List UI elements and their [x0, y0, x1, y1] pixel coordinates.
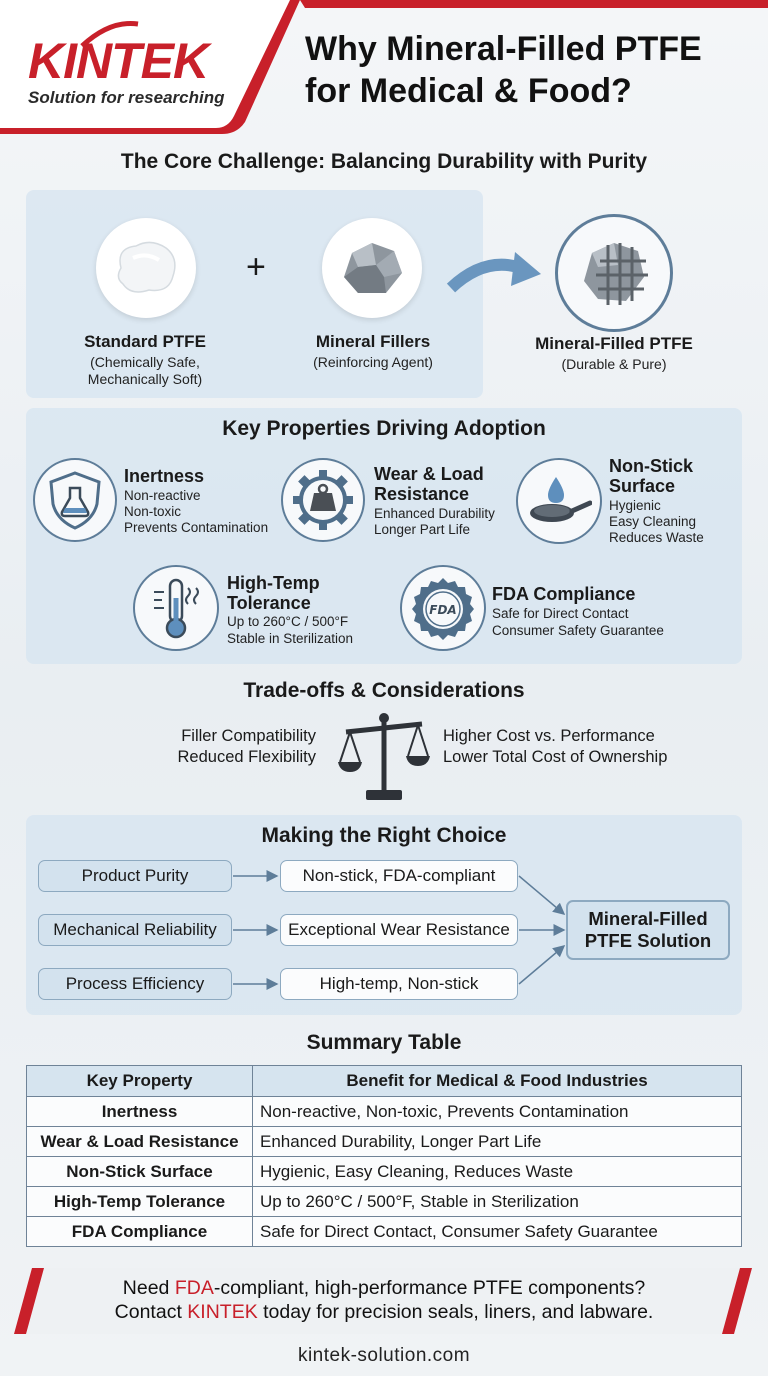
inertness-line3: Prevents Contamination: [124, 520, 269, 535]
frying-pan-icon: [526, 473, 592, 529]
hightemp-title2: Tolerance: [227, 593, 311, 613]
logo-tagline: Solution for researching: [28, 88, 225, 107]
inertness-line2: Non-toxic: [124, 504, 182, 519]
hightemp-title1: High-Temp: [227, 573, 320, 593]
cell-benefit: Safe for Direct Contact, Consumer Safety Guarantee: [253, 1217, 742, 1247]
ptfe-blob-icon: [111, 238, 181, 298]
wear-title2: Resistance: [374, 484, 470, 504]
col-header-benefit: Benefit for Medical & Food Industries: [253, 1066, 742, 1097]
reinforced-ptfe-icon: [574, 235, 654, 311]
fda-seal-icon: [410, 575, 476, 641]
summary-table: [26, 1065, 742, 1247]
benefit-wear-resistance: Exceptional Wear Resistance: [280, 914, 518, 946]
cell-benefit: Non-reactive, Non-toxic, Prevents Contamination: [253, 1097, 742, 1127]
shield-flask-icon: [47, 470, 103, 530]
mineral-circle: [322, 218, 422, 318]
fda-line2: Consumer Safety Guarantee: [492, 623, 664, 638]
hightemp-circle: [133, 565, 219, 651]
need-product-purity: Product Purity: [38, 860, 232, 892]
result-circle: [555, 214, 673, 332]
wear-line2: Longer Part Life: [374, 522, 471, 537]
table-row: [27, 1127, 742, 1157]
inertness-title: Inertness: [124, 466, 205, 486]
cell-benefit: Enhanced Durability, Longer Part Life: [253, 1127, 742, 1157]
wear-title1: Wear & Load: [374, 464, 484, 484]
nonstick-title2: Surface: [609, 476, 676, 496]
table-row: [27, 1217, 742, 1247]
properties-heading: Key Properties Driving Adoption: [222, 417, 546, 440]
core-heading: The Core Challenge: Balancing Durability with Purity: [120, 150, 648, 173]
mineral-sub1: (Reinforcing Agent): [313, 354, 433, 370]
summary-table-wrap: [26, 1065, 742, 1247]
summary-heading: Summary Table: [306, 1031, 462, 1054]
col-header-property: Key Property: [27, 1066, 253, 1097]
nonstick-title1: Non-Stick: [609, 456, 694, 476]
fda-title: FDA Compliance: [492, 584, 636, 604]
table-row: [27, 1187, 742, 1217]
tradeoff-left1: Filler Compatibility: [181, 727, 316, 745]
logo: KINTEK: [28, 33, 209, 89]
thermometer-icon: [146, 576, 206, 640]
tradeoff-left2: Reduced Flexibility: [177, 748, 316, 766]
mineral-title: Mineral Fillers: [315, 332, 431, 351]
benefit-nonstick-fda: Non-stick, FDA-compliant: [280, 860, 518, 892]
arrow-right-icon: [445, 244, 545, 300]
inertness-circle: [33, 458, 117, 542]
need-process-efficiency: Process Efficiency: [38, 968, 232, 1000]
footer-url[interactable]: kintek-solution.com: [297, 1345, 471, 1366]
svg-text:FDA: FDA: [429, 603, 457, 617]
balance-scale-icon: [336, 710, 432, 802]
result-title: Mineral-Filled PTFE: [535, 334, 693, 353]
tradeoff-right1: Higher Cost vs. Performance: [443, 727, 655, 745]
wear-line1: Enhanced Durability: [374, 506, 495, 521]
cta-line1: Need FDA-compliant, high-performance PTFE components?: [122, 1277, 646, 1299]
ptfe-title: Standard PTFE: [84, 332, 206, 351]
mineral-rock-icon: [336, 237, 408, 299]
page-title: Why Mineral-Filled PTFE for Medical & Food?: [305, 30, 702, 110]
nonstick-circle: [516, 458, 602, 544]
fda-line1: Safe for Direct Contact: [492, 606, 629, 621]
table-row: [27, 1157, 742, 1187]
nonstick-line3: Reduces Waste: [609, 530, 704, 545]
cell-benefit: Up to 260°C / 500°F, Stable in Sterilization: [253, 1187, 742, 1217]
cell-property: High-Temp Tolerance: [27, 1187, 253, 1217]
nonstick-line1: Hygienic: [609, 498, 661, 513]
benefit-hightemp-nonstick: High-temp, Non-stick: [280, 968, 518, 1000]
inertness-line1: Non-reactive: [124, 488, 201, 503]
cta-line2: Contact KINTEK today for precision seals, liners, and labware.: [114, 1301, 654, 1323]
solution-box: Mineral-Filled PTFE Solution: [566, 900, 730, 960]
cell-property: Inertness: [27, 1097, 253, 1127]
cell-benefit: Hygienic, Easy Cleaning, Reduces Waste: [253, 1157, 742, 1187]
table-header-row: [27, 1066, 742, 1097]
tradeoffs-heading: Trade-offs & Considerations: [243, 679, 525, 702]
wear-circle: [281, 458, 365, 542]
hightemp-line2: Stable in Sterilization: [227, 631, 354, 646]
cell-property: FDA Compliance: [27, 1217, 253, 1247]
choice-heading: Making the Right Choice: [261, 824, 507, 847]
fda-circle: [400, 565, 486, 651]
plus-sign: +: [246, 248, 266, 286]
gear-weight-icon: [292, 469, 354, 531]
hightemp-line1: Up to 260°C / 500°F: [227, 614, 349, 629]
header: [0, 0, 768, 135]
tradeoff-right2: Lower Total Cost of Ownership: [443, 748, 668, 766]
ptfe-sub1: (Chemically Safe,: [90, 354, 200, 370]
cell-property: Non-Stick Surface: [27, 1157, 253, 1187]
need-mechanical-reliability: Mechanical Reliability: [38, 914, 232, 946]
result-sub1: (Durable & Pure): [561, 356, 667, 372]
ptfe-circle: [96, 218, 196, 318]
table-row: [27, 1097, 742, 1127]
nonstick-line2: Easy Cleaning: [609, 514, 697, 529]
cell-property: Wear & Load Resistance: [27, 1127, 253, 1157]
ptfe-sub2: Mechanically Soft): [87, 371, 203, 387]
